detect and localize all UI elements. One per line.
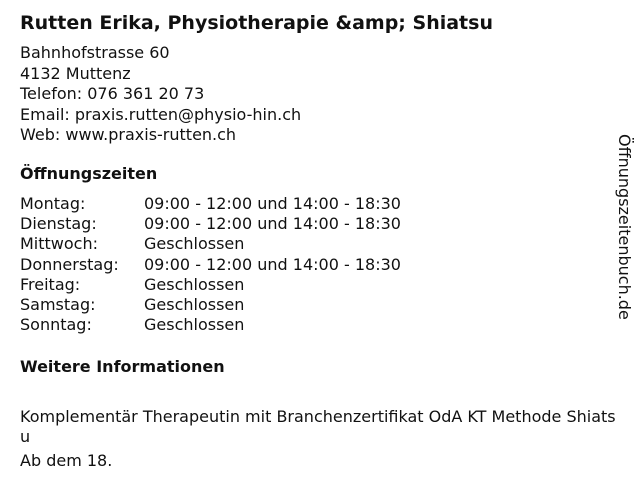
hours-row-thursday — [20, 255, 401, 275]
day-label: Donnerstag: — [20, 254, 119, 274]
hours-row-friday — [20, 275, 401, 295]
opening-hours-heading: Öffnungszeiten — [20, 164, 158, 183]
contact-block — [20, 43, 301, 146]
day-label: Montag: — [20, 194, 86, 213]
day-label: Dienstag: — [20, 214, 97, 234]
day-label: Sonntag: — [20, 315, 92, 335]
hours-row-sunday — [20, 315, 401, 335]
opening-hours-table — [20, 194, 401, 335]
day-hours: 09:00 - 12:00 und 14:00 - 18:30 — [144, 214, 401, 234]
hours-row-tuesday — [20, 214, 401, 234]
further-information — [20, 356, 620, 471]
street-address: Bahnhofstrasse 60 — [20, 43, 170, 62]
day-label: Mittwoch: — [20, 234, 98, 254]
hours-row-monday — [20, 194, 401, 214]
day-hours: Geschlossen — [144, 234, 245, 254]
day-hours: 09:00 - 12:00 und 14:00 - 18:30 — [144, 194, 401, 213]
day-hours: Geschlossen — [144, 315, 245, 335]
day-label: Freitag: — [20, 274, 81, 294]
website-address: Web: www.praxis-rutten.ch — [20, 125, 237, 144]
info-extra: Ab dem 18. — [20, 451, 113, 470]
info-description: Komplementär Therapeutin mit Branchenzertifikat OdA KT Methode Shiatsu — [20, 407, 616, 446]
day-hours: Geschlossen — [144, 295, 245, 315]
business-title: Rutten Erika, Physiotherapie &amp; Shiatsu — [20, 12, 493, 34]
hours-row-wednesday — [20, 234, 401, 254]
day-hours: Geschlossen — [144, 274, 245, 294]
day-hours: 09:00 - 12:00 und 14:00 - 18:30 — [144, 254, 401, 274]
hours-row-saturday — [20, 295, 401, 315]
phone-number: Telefon: 076 361 20 73 — [20, 84, 205, 103]
day-label: Samstag: — [20, 295, 96, 315]
email-address: Email: praxis.rutten@physio-hin.ch — [20, 104, 302, 124]
watermark-text: Öffnungszeitenbuch.de — [615, 134, 634, 320]
further-info-heading: Weitere Informationen — [20, 357, 225, 376]
city-address: 4132 Muttenz — [20, 63, 131, 83]
